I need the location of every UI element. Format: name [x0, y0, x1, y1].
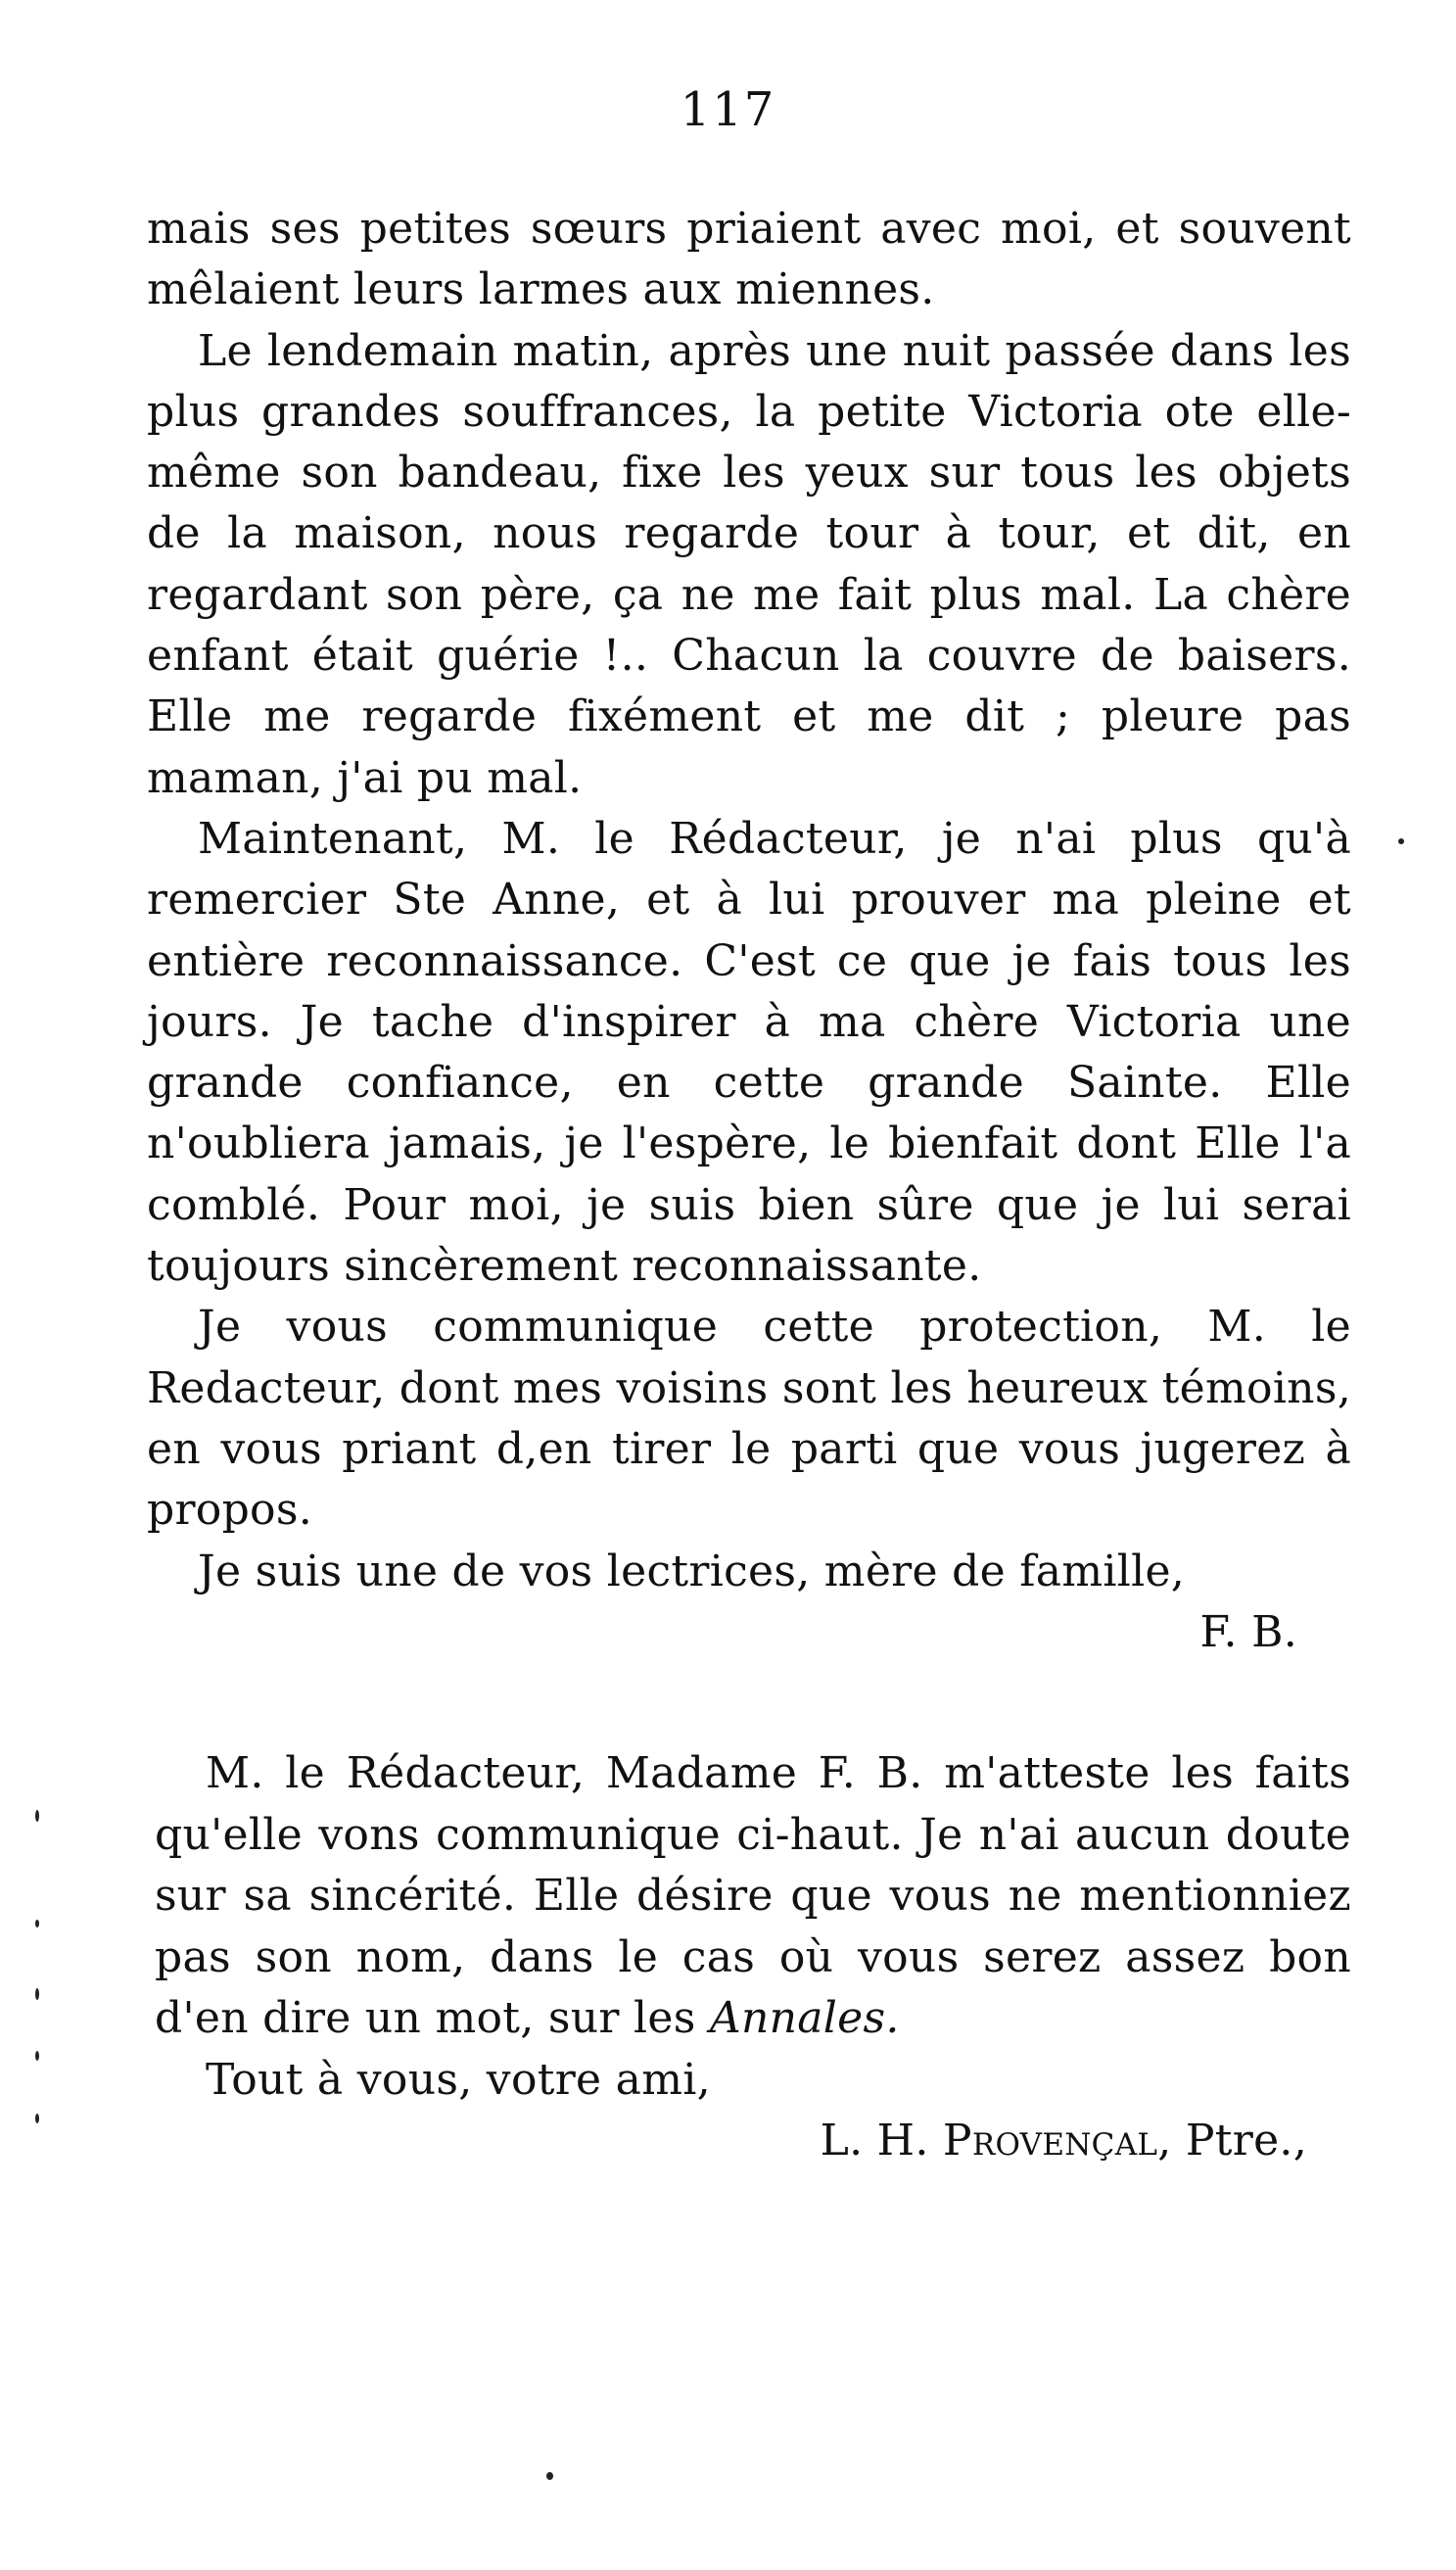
scan-speck: [546, 2472, 553, 2480]
scan-speck: [35, 1988, 39, 2000]
scan-speck: [35, 2051, 39, 2061]
scan-speck: [35, 1920, 39, 1928]
note-closing: Tout à vous, votre ami,: [206, 2054, 711, 2105]
letter-paragraph-2: Le lendemain matin, après une nuit passée dans les plus grandes souffrances, la petite Victoria ote elle-même son bandeau, fixe les yeux sur tous les objets de la maison, nous regarde tour à tour, et dit, en regardant son père, ça ne me fait plus mal. La chère enfant était guérie !.. Chacun la couvre de baisers. Elle me regarde fixément et me dit ; pleure pas maman, j'ai pu mal.: [147, 325, 1351, 803]
letter-paragraph-4: Je vous communique cette protection, M. le Redacteur, dont mes voisins sont les heureux témoins, en vous priant d,en tirer le parti que vous jugerez à propos.: [147, 1302, 1351, 1536]
signature-name: Provençal: [942, 2116, 1158, 2165]
letter-paragraph-1: mais ses petites sœurs priaient avec moi, et souvent mêlaient leurs larmes aux miennes.: [147, 204, 1351, 315]
scan-speck: [35, 2114, 39, 2123]
scan-speck: [1398, 838, 1404, 844]
letter-body: [147, 199, 1351, 1663]
note-signature: [155, 2111, 1351, 2172]
signature-title: , Ptre.,: [1157, 2116, 1307, 2165]
page-number: 117: [680, 82, 776, 137]
note-paragraph-text: M. le Rédacteur, Madame F. B. m'atteste les faits qu'elle vons communique ci-haut. Je n'ai aucun doute sur sa sincérité. Elle désire que vous ne mentionniez pas son nom, dans le cas où vous serez assez bon d'en dire un mot, sur les: [155, 1748, 1351, 2043]
scan-speck: [35, 1810, 39, 1822]
letter-paragraph-3: Maintenant, M. le Rédacteur, je n'ai plus qu'à remercier Ste Anne, et à lui prouver ma pleine et entière reconnaissance. C'est ce que je fais tous les jours. Je tache d'inspirer à ma chère Victoria une grande confiance, en cette grande Sainte. Elle n'oubliera jamais, je l'espère, le bienfait dont Elle l'a comblé. Pour moi, je suis bien sûre que je lui serai toujours sincèrement reconnaissante.: [147, 813, 1351, 1292]
note-paragraph: [155, 1743, 1351, 2050]
letter-paragraph-5: Je suis une de vos lectrices, mère de famille,: [198, 1546, 1186, 1596]
note-paragraph-italic: Annales.: [709, 1993, 900, 2043]
signature-initials: L. H.: [820, 2116, 929, 2165]
editor-note: [155, 1743, 1351, 2172]
letter-signature: F. B.: [1199, 1606, 1297, 1657]
